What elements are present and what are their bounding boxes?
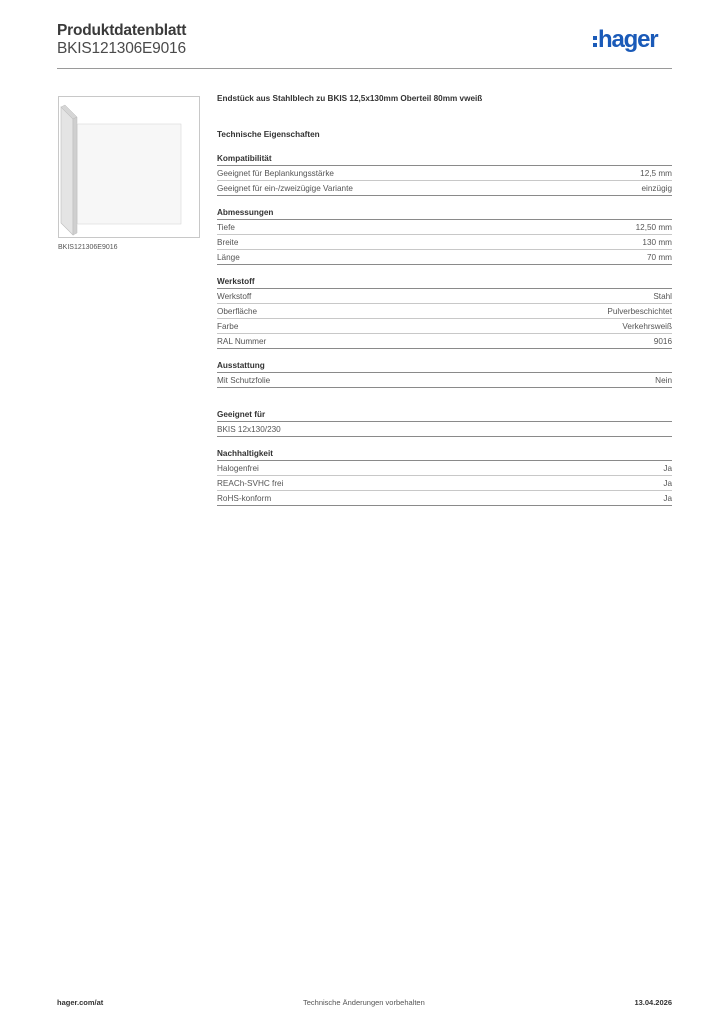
spec-section xyxy=(217,204,672,265)
spec-label: Breite xyxy=(217,238,239,247)
spec-row xyxy=(217,373,672,388)
section-title: Nachhaltigkeit xyxy=(217,445,672,461)
product-description: Endstück aus Stahlblech zu BKIS 12,5x130mm Oberteil 80mm vweiß xyxy=(217,94,483,103)
spec-sections xyxy=(217,150,672,506)
spec-row xyxy=(217,289,672,304)
page-title: Produktdatenblatt xyxy=(57,22,187,39)
logo-text: hager xyxy=(598,26,658,53)
spec-row xyxy=(217,491,672,506)
section-title: Kompatibilität xyxy=(217,150,672,166)
spec-row xyxy=(217,235,672,250)
spec-value: Ja xyxy=(663,479,672,488)
spec-value: Verkehrsweiß xyxy=(622,322,672,331)
hager-logo xyxy=(593,28,657,52)
spec-value: 12,50 mm xyxy=(635,223,672,232)
spec-value: Ja xyxy=(663,494,672,503)
spec-label: BKIS 12x130/230 xyxy=(217,425,281,434)
spec-value: 12,5 mm xyxy=(640,169,672,178)
spec-section xyxy=(217,150,672,196)
spec-row xyxy=(217,304,672,319)
spec-row xyxy=(217,220,672,235)
spec-label: Geeignet für ein-/zweizügige Variante xyxy=(217,184,353,193)
spec-value: Stahl xyxy=(653,292,672,301)
spec-label: Mit Schutzfolie xyxy=(217,376,271,385)
spec-value: Pulverbeschichtet xyxy=(607,307,672,316)
spec-section xyxy=(217,273,672,349)
spec-value: Ja xyxy=(663,464,672,473)
spec-value: 70 mm xyxy=(646,253,672,262)
section-title: Ausstattung xyxy=(217,357,672,373)
product-illustration xyxy=(59,97,199,237)
footer-date: 13.04.2026 xyxy=(634,998,672,1007)
spec-section xyxy=(217,445,672,506)
spec-label: Tiefe xyxy=(217,223,235,232)
spec-row xyxy=(217,476,672,491)
spec-value: einzügig xyxy=(641,184,672,193)
section-title: Geeignet für xyxy=(217,406,672,422)
spec-section xyxy=(217,406,672,437)
section-title: Abmessungen xyxy=(217,204,672,220)
spec-row xyxy=(217,250,672,265)
spec-value: 130 mm xyxy=(642,238,672,247)
spec-label: RoHS-konform xyxy=(217,494,272,503)
spec-row xyxy=(217,334,672,349)
spec-label: Geeignet für Beplankungsstärke xyxy=(217,169,334,178)
product-image xyxy=(58,96,200,238)
spec-row xyxy=(217,461,672,476)
spec-label: Halogenfrei xyxy=(217,464,259,473)
spec-value: 9016 xyxy=(653,337,672,346)
image-caption: BKIS121306E9016 xyxy=(58,244,118,251)
section-title: Werkstoff xyxy=(217,273,672,289)
header-divider xyxy=(57,68,672,69)
spec-label: RAL Nummer xyxy=(217,337,267,346)
spec-row xyxy=(217,166,672,181)
spec-label: Länge xyxy=(217,253,240,262)
footer-disclaimer: Technische Änderungen vorbehalten xyxy=(303,998,425,1007)
spec-value: Nein xyxy=(655,376,672,385)
spec-label: Farbe xyxy=(217,322,239,331)
spec-label: Werkstoff xyxy=(217,292,252,301)
spec-label: REACh-SVHC frei xyxy=(217,479,284,488)
spec-row xyxy=(217,181,672,196)
product-code: BKIS121306E9016 xyxy=(57,40,186,57)
tech-heading: Technische Eigenschaften xyxy=(217,130,320,139)
spec-label: Oberfläche xyxy=(217,307,258,316)
spec-row xyxy=(217,422,672,437)
footer-website: hager.com/at xyxy=(57,998,104,1007)
spec-content xyxy=(217,92,672,506)
spec-row xyxy=(217,319,672,334)
spec-section xyxy=(217,357,672,388)
